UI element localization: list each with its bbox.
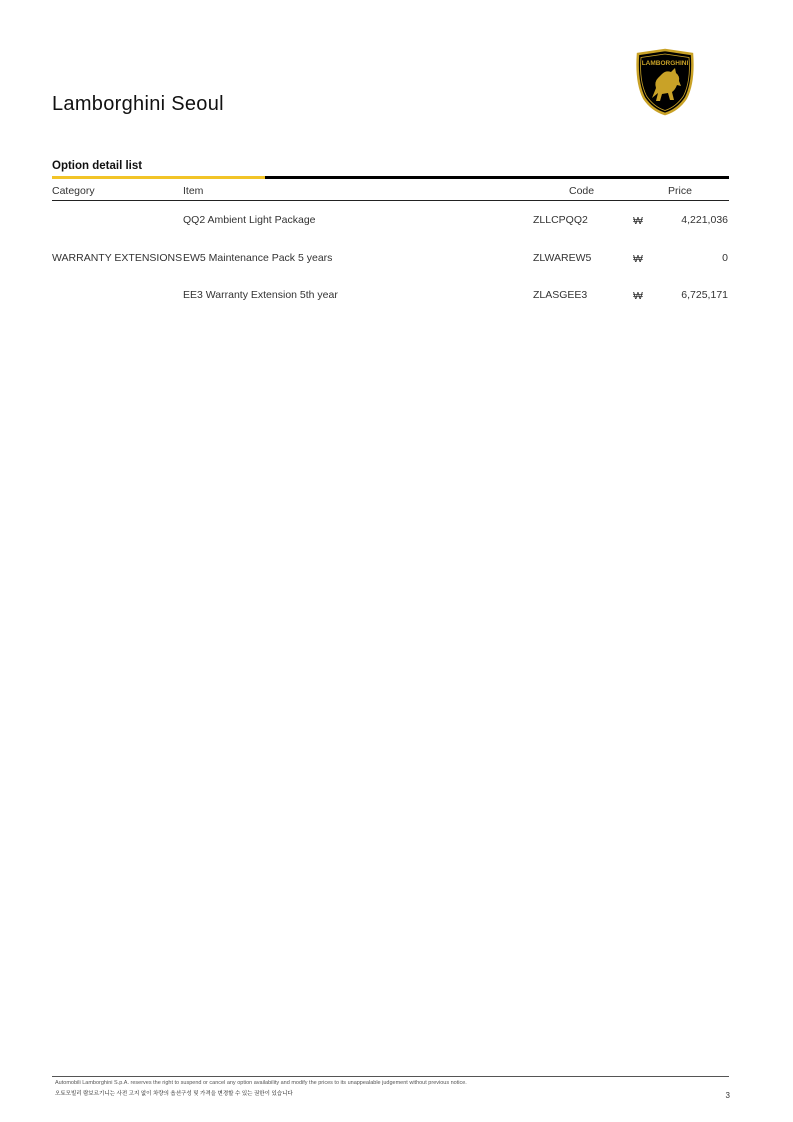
title-rule: [52, 176, 729, 179]
row-item: QQ2 Ambient Light Package: [183, 214, 316, 226]
dealer-name: Lamborghini Seoul: [52, 93, 224, 115]
logo-text: LAMBORGHINI: [641, 60, 689, 67]
header-item: Item: [183, 185, 204, 197]
row-code: ZLWAREW5: [533, 252, 592, 264]
won-icon: ₩: [633, 290, 643, 302]
row-code: ZLASGEE3: [533, 289, 588, 301]
lamborghini-logo: [634, 48, 696, 116]
header-code: Code: [569, 185, 595, 197]
row-price: 6,725,171: [681, 289, 728, 301]
won-icon: ₩: [633, 215, 643, 227]
lamborghini-shield-icon: [634, 48, 696, 116]
row-price: 4,221,036: [681, 214, 728, 226]
page-number: 3: [725, 1091, 730, 1100]
row-category: WARRANTY EXTENSIONS: [52, 252, 183, 264]
row-code: ZLLCPQQ2: [533, 214, 588, 226]
row-item: EW5 Maintenance Pack 5 years: [183, 252, 333, 264]
footer-disclaimer-en: Automobili Lamborghini S.p.A. reserves the right to suspend or cancel any option availability and modify the prices to its unappealable judgement without previous notice.: [55, 1080, 467, 1086]
footer-disclaimer-ko: 오토모빌리 람보르기니는 사전 고지 없이 차량의 옵션구성 및 가격을 변경할 수 있는 권한이 있습니다: [55, 1091, 293, 1097]
row-item: EE3 Warranty Extension 5th year: [183, 289, 338, 301]
title-rule-accent: [52, 176, 265, 179]
row-price: 0: [722, 252, 728, 264]
header-rule: [52, 200, 729, 201]
header-category: Category: [52, 185, 95, 197]
footer-rule: [52, 1076, 729, 1077]
won-icon: ₩: [633, 253, 643, 265]
section-title: Option detail list: [52, 160, 143, 172]
header-price: Price: [668, 185, 692, 197]
